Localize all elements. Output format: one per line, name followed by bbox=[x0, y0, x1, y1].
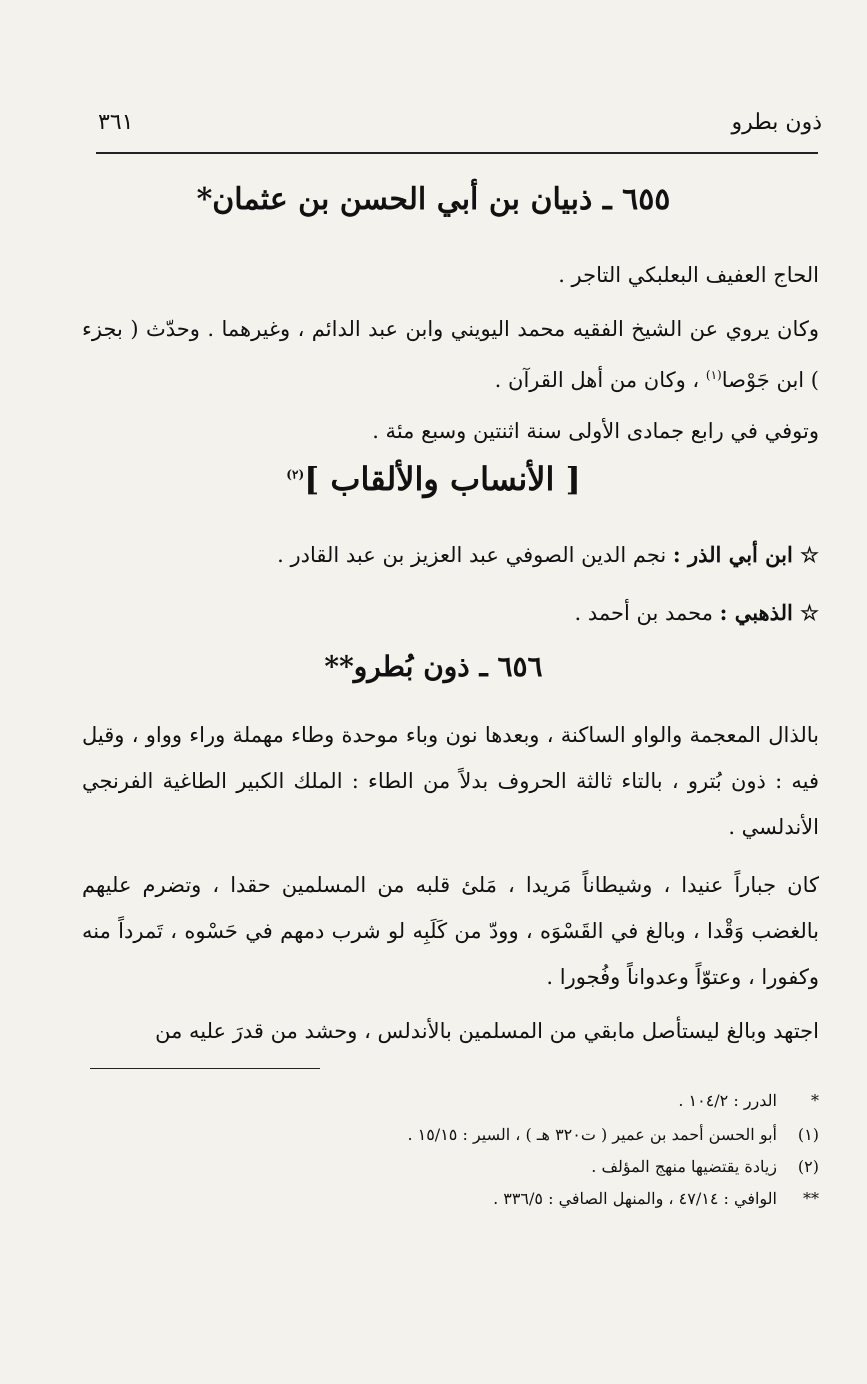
footnote-mark: (٢) bbox=[797, 1157, 819, 1176]
entry-655-para3: وتوفي في رابع جمادى الأولى سنة اثنتين وسبع مئة . bbox=[372, 419, 819, 443]
ansab-heading-text: [ الأنساب والألقاب ] bbox=[304, 460, 581, 498]
header-divider bbox=[96, 152, 818, 154]
ansab-item-1 bbox=[82, 532, 819, 578]
entry-656-para2: كان جباراً عنيدا ، وشيطاناً مَريدا ، مَلئ قلبه من المسلمين حقدا ، وتضرم عليهم بالغضب وَقْدا ، وبالغ في القَسْوَه ، وودّ من كَلَبِه لو شرب دمهم في حَسْوه ، تَمرداً منه وكفورا ، وعتوّاً وعدواناً وفُجورا . bbox=[82, 873, 819, 989]
entry-655-para2 bbox=[82, 306, 819, 403]
footnote bbox=[82, 1152, 819, 1182]
entry-655-para2-text: وكان يروي عن الشيخ الفقيه محمد اليويني وابن عبد الدائم ، وغيرهما . وحدّث ( بجزء ) ابن جَوْصا bbox=[82, 317, 819, 392]
ansab-heading bbox=[60, 460, 807, 498]
ansab-item-1-text: نجم الدين الصوفي عبد العزيز بن عبد القادر . bbox=[277, 543, 673, 567]
page-number: ٣٦١ bbox=[98, 110, 134, 135]
entry-656-heading: ٦٥٦ ـ ذون بُطرو** bbox=[324, 650, 543, 683]
running-header-title: ذون بطرو bbox=[731, 110, 822, 135]
ansab-item-2 bbox=[82, 590, 819, 636]
entry-656-para1: بالذال المعجمة والواو الساكنة ، وبعدها نون وباء موحدة وطاء مهملة وراء وواو ، وقيل فيه : ذون بُترو ، بالتاء ثالثة الحروف بدلاً من الطاء : الملك الكبير الطاغية الفرنجي الأندلسي . bbox=[82, 723, 819, 839]
footnote-text: زيادة يقتضيها منهج المؤلف . bbox=[591, 1157, 777, 1176]
ansab-item-1-name: ☆ ابن أبي الذر : bbox=[672, 542, 819, 567]
footnote-text: الدرر : ١٠٤/٢ . bbox=[678, 1091, 777, 1110]
entry-655-heading: ٦٥٥ ـ ذبيان بن أبي الحسن بن عثمان* bbox=[196, 182, 671, 217]
entry-656-para3: اجتهد وبالغ ليستأصل مابقي من المسلمين بالأندلس ، وحشد من قدرَ عليه من bbox=[155, 1019, 819, 1043]
footnote-ref-2: (٢) bbox=[286, 467, 305, 482]
footnote bbox=[82, 1086, 819, 1116]
footnote bbox=[82, 1184, 819, 1214]
ansab-item-2-text: محمد بن أحمد . bbox=[574, 601, 720, 625]
ansab-item-2-name: ☆ الذهبي : bbox=[719, 600, 819, 625]
footnote-text: أبو الحسن أحمد بن عمير ( ت٣٢٠ هـ ) ، السير : ١٥/١٥ . bbox=[407, 1125, 777, 1144]
footnote-mark: ** bbox=[803, 1189, 819, 1208]
footnote-ref-1: (١) bbox=[705, 368, 722, 382]
entry-655-line1: الحاج العفيف البعلبكي التاجر . bbox=[558, 263, 819, 287]
footnote-text: الوافي : ٤٧/١٤ ، والمنهل الصافي : ٣٣٦/٥ . bbox=[493, 1189, 777, 1208]
footnote-divider bbox=[90, 1068, 320, 1069]
footnote-mark: * bbox=[811, 1091, 819, 1110]
footnote bbox=[82, 1120, 819, 1150]
entry-655-para2-end: ، وكان من أهل القرآن . bbox=[494, 368, 706, 392]
footnote-mark: (١) bbox=[797, 1125, 819, 1144]
